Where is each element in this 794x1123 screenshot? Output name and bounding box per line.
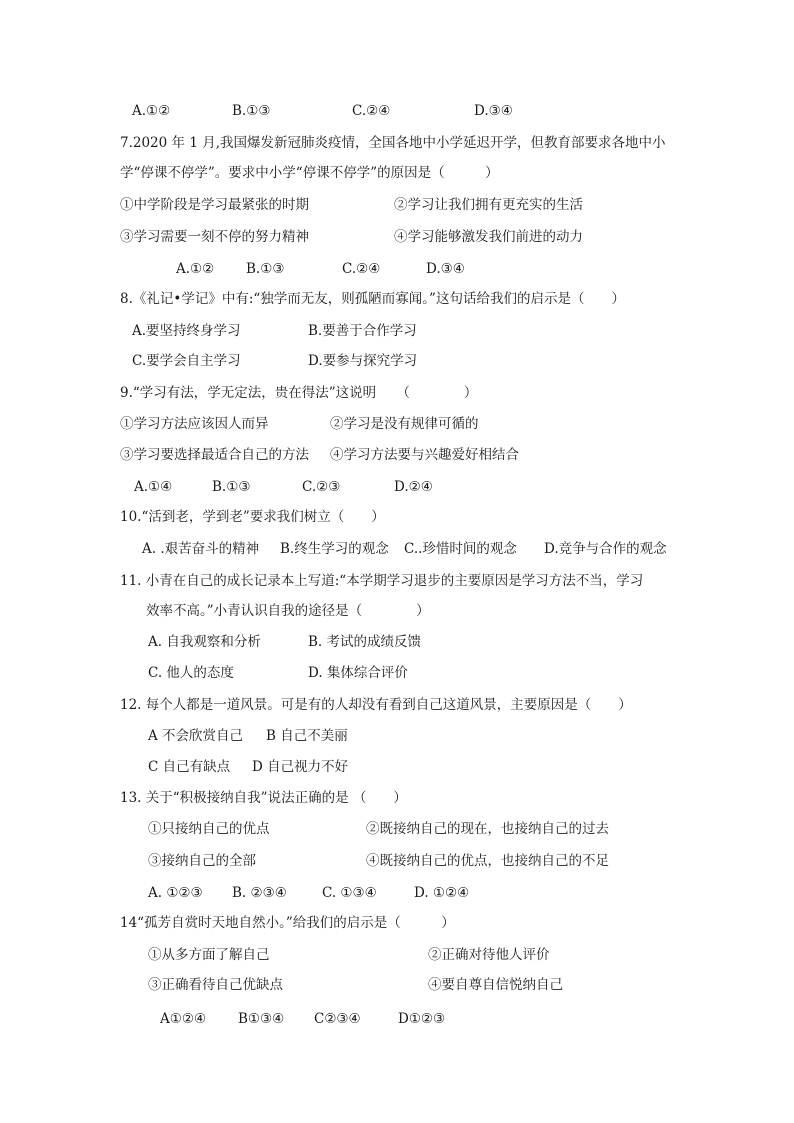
q10-option-b: B.终生学习的观念 [280, 541, 389, 557]
q9-stem: 9.“学习有法，学无定法，贵在得法”这说明 （ ） [120, 385, 478, 401]
q9-option-b: B.①③ [212, 479, 251, 495]
q8-option-d: D.要参与探究学习 [308, 353, 418, 369]
q7-stem-line2: 学“停课不停学”。要求中小学“停课不停学”的原因是（ ） [120, 165, 499, 181]
q9-statement-1: ①学习方法应该因人而异 [120, 416, 269, 432]
q8-option-b: B.要善于合作学习 [308, 323, 417, 339]
q12-stem: 12. 每个人都是一道风景。可是有的人却没有看到自己这道风景，主要原因是（ ） [120, 697, 632, 713]
q10-option-d: D.竞争与合作的观念 [544, 541, 667, 557]
q13-statement-2: ②既接纳自己的现在，也接纳自己的过去 [366, 821, 609, 837]
q11-option-a: A. 自我观察和分析 [148, 634, 261, 650]
q8-option-a: A.要坚持终身学习 [132, 323, 241, 339]
q7-option-d: D.③④ [426, 261, 465, 277]
q6-option-b: B.①③ [232, 103, 271, 119]
q9-statement-2: ②学习是没有规律可循的 [330, 416, 479, 432]
q9-option-a: A.①④ [134, 479, 173, 495]
q7-statement-2: ②学习让我们拥有更充实的生活 [394, 197, 583, 213]
q14-option-c: C②③④ [314, 1011, 361, 1027]
q7-stem-line1: 7.2020 年 1 月,我国爆发新冠肺炎疫情，全国各地中小学延迟开学，但教育部要求各地中小 [120, 135, 666, 151]
q11-option-b: B. 考试的成绩反馈 [308, 634, 422, 650]
q13-statement-1: ①只接纳自己的优点 [148, 821, 270, 837]
q14-statement-1: ①从多方面了解自己 [148, 947, 270, 963]
q6-option-d: D.③④ [474, 103, 513, 119]
q10-option-a: A. .艰苦奋斗的精神 [142, 541, 260, 557]
q8-stem: 8.《礼记•学记》中有:“独学而无友，则孤陋而寡闻。”这句话给我们的启示是（ ） [120, 291, 625, 307]
q11-option-c: C. 他人的态度 [148, 665, 234, 681]
q10-option-c: C..珍惜时间的观念 [404, 541, 517, 557]
q9-statement-4: ④学习方法要与兴趣爱好相结合 [330, 447, 519, 463]
q12-option-c: C 自己有缺点 [148, 759, 231, 775]
q9-option-d: D.②④ [394, 479, 433, 495]
q13-option-a: A. ①②③ [148, 885, 203, 901]
q13-statement-3: ③接纳自己的全部 [148, 853, 256, 869]
q13-option-d: D. ①②④ [414, 885, 470, 901]
q14-option-b: B①③④ [238, 1011, 285, 1027]
q6-option-a: A.①② [132, 103, 171, 119]
q9-option-c: C.②③ [302, 479, 341, 495]
q13-option-b: B. ②③④ [232, 885, 287, 901]
q13-stem: 13. 关于“积极接纳自我”说法正确的是 （ ） [120, 790, 407, 806]
q7-statement-3: ③学习需要一刻不停的努力精神 [120, 229, 309, 245]
q14-option-d: D①②③ [398, 1011, 446, 1027]
q14-statement-4: ④要自尊自信悦纳自己 [428, 977, 563, 993]
q13-option-c: C. ①③④ [322, 885, 377, 901]
q10-stem: 10.“活到老，学到老”要求我们树立（ ） [120, 509, 385, 525]
q14-stem: 14“孤芳自赏时天地自然小。”给我们的启示是（ ） [120, 915, 455, 931]
q8-option-c: C.要学会自主学习 [132, 353, 241, 369]
q11-option-d: D. 集体综合评价 [308, 665, 408, 681]
q7-option-c: C.②④ [342, 261, 381, 277]
q12-option-b: B 自己不美丽 [266, 728, 348, 744]
q14-statement-2: ②正确对待他人评价 [428, 947, 550, 963]
q14-statement-3: ③正确看待自己优缺点 [148, 977, 283, 993]
q12-option-a: A 不会欣赏自己 [148, 728, 244, 744]
q7-statement-1: ①中学阶段是学习最紧张的时期 [120, 197, 309, 213]
q6-option-c: C.②④ [352, 103, 391, 119]
q7-statement-4: ④学习能够激发我们前进的动力 [394, 229, 583, 245]
q11-stem-line2: 效率不高。”小青认识自我的途径是（ ） [146, 603, 430, 619]
q7-option-a: A.①② [176, 261, 215, 277]
q9-statement-3: ③学习要选择最适合自己的方法 [120, 447, 309, 463]
q13-statement-4: ④既接纳自己的优点，也接纳自己的不足 [366, 853, 609, 869]
q11-stem-line1: 11. 小青在自己的成长记录本上写道:“本学期学习退步的主要原因是学习方法不当，学习 [120, 573, 644, 589]
q12-option-d: D 自己视力不好 [252, 759, 349, 775]
q14-option-a: A①②④ [160, 1011, 207, 1027]
q7-option-b: B.①③ [246, 261, 285, 277]
